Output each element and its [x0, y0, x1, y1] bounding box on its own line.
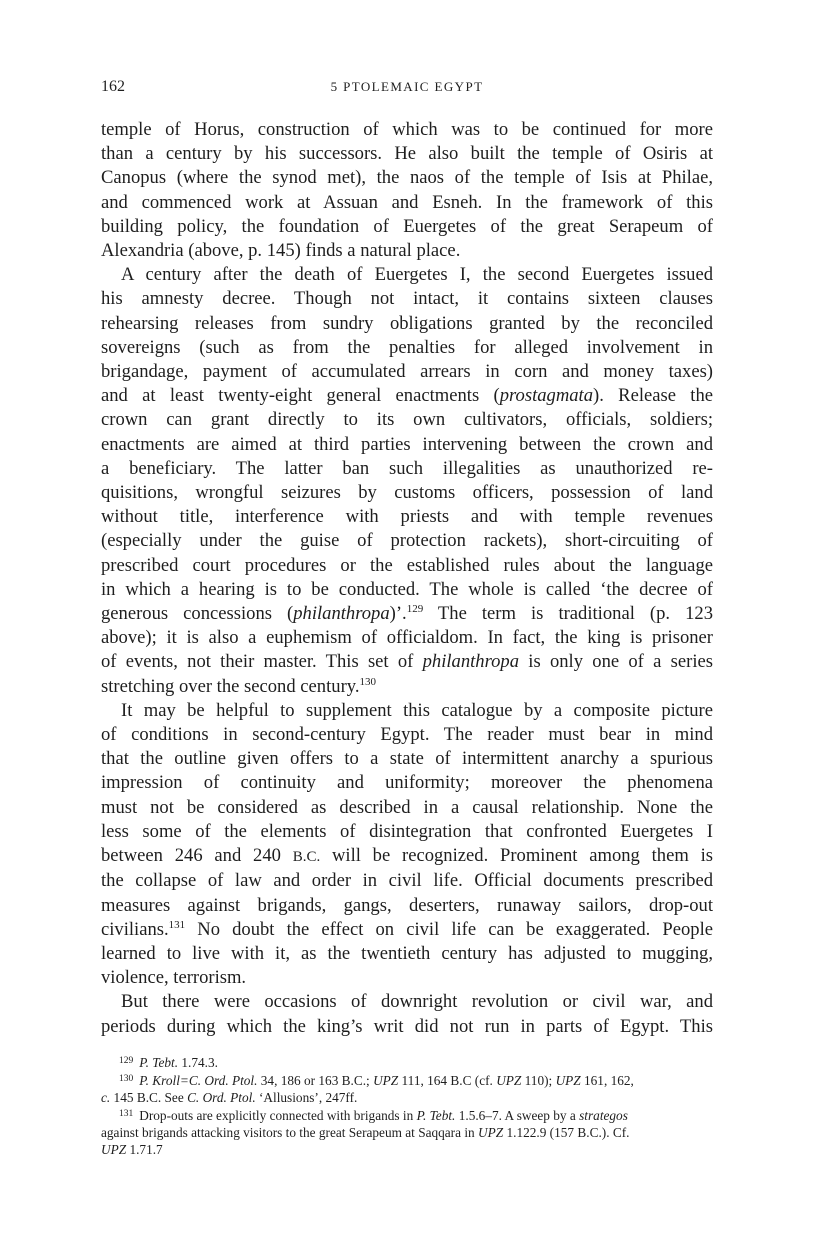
text-line: quisitions, wrongful seizures by customs officers, possession of land: [101, 482, 713, 504]
text-run: civilians.: [101, 918, 169, 940]
text-line: the collapse of law and order in civil life. Official documents prescribed: [101, 870, 713, 892]
text-run: generous concessions (: [101, 603, 294, 625]
text-line: brigandage, payment of accumulated arrears in corn and money taxes): [101, 361, 713, 383]
text-run: of events, not their master. This set of: [101, 651, 423, 673]
text-run: 34, 186 or 163 B.C.;: [257, 1072, 374, 1088]
footnote-ref-129[interactable]: 129: [406, 603, 424, 616]
page-number: 162: [101, 78, 125, 95]
paragraph-2: [101, 263, 713, 699]
italic-term: strategos: [579, 1107, 628, 1123]
book-page: [101, 78, 713, 1158]
footnote-131-continued: [101, 1141, 713, 1158]
text-line: temple of Horus, construction of which was to be continued for more: [101, 119, 713, 140]
italic-term: philanthropa: [293, 603, 390, 625]
text-line: rehearsing releases from sundry obligations granted by the reconciled: [101, 312, 713, 334]
italic-citation: UPZ: [496, 1072, 522, 1088]
body-text: [101, 118, 713, 1039]
italic-citation: UPZ: [555, 1072, 581, 1088]
text-line: and commenced work at Assuan and Esneh. In the framework of this: [101, 191, 713, 213]
footnote-number: 131: [119, 1108, 134, 1119]
text-run: stretching over the second century.: [101, 675, 360, 697]
text-line: less some of the elements of disintegration that confronted Euergetes I: [101, 820, 713, 842]
text-line: A century after the death of Euergetes I, the second Euergetes issued: [121, 264, 713, 286]
text-run: is only one of a series: [519, 651, 713, 673]
text-line: [101, 675, 713, 699]
text-run: Drop-outs are explicitly connected with brigands in: [139, 1107, 417, 1123]
text-run: will be recognized. Prominent among them is: [320, 845, 713, 867]
footnote-number: 129: [119, 1055, 134, 1066]
text-line: [101, 844, 713, 869]
text-run: 111, 164 B.C (cf.: [398, 1072, 497, 1088]
italic-term: prostagmata: [499, 385, 594, 407]
text-run: against brigands attacking visitors to the great Serapeum at Saqqara in: [101, 1124, 479, 1140]
text-run: )’.: [389, 603, 407, 625]
text-line: prescribed court procedures or the established rules about the language: [101, 554, 713, 576]
text-run: and at least twenty-eight general enactments (: [101, 385, 500, 407]
text-line: Canopus (where the synod met), the naos of the temple of Isis at Philae,: [101, 167, 713, 189]
text-run: 145 B.C. See: [110, 1089, 188, 1105]
footnote-130-continued: [101, 1089, 713, 1106]
text-line: violence, terrorism.: [101, 967, 247, 989]
running-head: 5 PTOLEMAIC EGYPT: [330, 79, 484, 94]
italic-citation: C. Ord. Ptol.: [187, 1089, 256, 1105]
text-line: of conditions in second-century Egypt. The reader must bear in mind: [101, 724, 713, 746]
text-line: a beneficiary. The latter ban such illegalities as unauthorized re-: [101, 457, 713, 479]
italic-citation: P. Tebt.: [416, 1107, 456, 1123]
text-line: that the outline given offers to a state of intermittent anarchy a spurious: [101, 748, 713, 770]
text-line: must not be considered as described in a causal relationship. None the: [101, 796, 713, 818]
text-line: learned to live with it, as the twentieth century has adjusted to mugging,: [101, 942, 713, 964]
text-line: periods during which the king’s writ did not run in parts of Egypt. This: [101, 1015, 713, 1037]
footnote-131: [101, 1106, 713, 1124]
text-line: building policy, the foundation of Euergetes of the great Serapeum of: [101, 215, 713, 237]
text-line: crown can grant directly to its own cultivators, officials, soldiers;: [101, 409, 713, 431]
footnote-number: 130: [119, 1073, 134, 1084]
italic-citation: P. Kroll=C. Ord. Ptol.: [139, 1072, 258, 1088]
text-line: But there were occasions of downright revolution or civil war, and: [121, 991, 713, 1013]
footnote-129: [101, 1053, 713, 1071]
footnote-ref-130[interactable]: 130: [359, 675, 376, 688]
text-run: 110);: [521, 1072, 556, 1088]
footnote-130: [101, 1071, 713, 1089]
text-line: [101, 650, 713, 674]
text-line: sovereigns (such as from the penalties for alleged involvement in: [101, 336, 713, 358]
text-run: 1.71.7: [126, 1141, 163, 1157]
text-run: No doubt the effect on civil life can be exaggerated. People: [185, 918, 713, 940]
italic-citation: P. Tebt.: [139, 1054, 179, 1070]
text-line: [101, 918, 713, 942]
text-line: above); it is also a euphemism of officialdom. In fact, the king is prisoner: [101, 627, 713, 649]
text-line: impression of continuity and uniformity; moreover the phenomena: [101, 772, 713, 794]
footnote-131-continued: [101, 1124, 713, 1141]
paragraph-3: [101, 699, 713, 990]
text-run: 1.122.9 (157 B.C.). Cf.: [503, 1124, 630, 1140]
text-run: The term is traditional (p. 123: [423, 603, 713, 625]
text-line: than a century by his successors. He also built the temple of Osiris at: [101, 143, 713, 165]
text-run: 1.74.3.: [178, 1054, 218, 1070]
italic-citation: UPZ: [478, 1124, 504, 1140]
text-run: ‘Allusions’, 247ff.: [255, 1089, 358, 1105]
text-line: in which a hearing is to be conducted. The whole is called ‘the decree of: [101, 578, 713, 600]
text-line: measures against brigands, gangs, deserters, runaway sailors, drop-out: [101, 894, 713, 916]
text-line: enactments are aimed at third parties intervening between the crown and: [101, 433, 713, 455]
italic-term: philanthropa: [422, 651, 520, 673]
text-run: between 246 and 240: [101, 845, 293, 867]
text-run: 161, 162,: [580, 1072, 634, 1088]
italic-citation: UPZ: [373, 1072, 399, 1088]
text-line: [101, 602, 713, 626]
footnote-ref-131[interactable]: 131: [168, 918, 186, 931]
text-line: It may be helpful to supplement this catalogue by a composite picture: [121, 699, 713, 721]
footnotes: [101, 1053, 713, 1158]
text-line: (especially under the guise of protection rackets), short-circuiting of: [101, 530, 713, 552]
text-run: 1.5.6–7. A sweep by a: [455, 1107, 580, 1123]
paragraph-1: [101, 118, 713, 263]
italic-citation: UPZ: [101, 1141, 127, 1157]
page-header: [101, 78, 713, 102]
text-line: his amnesty decree. Though not intact, it contains sixteen clauses: [101, 288, 713, 310]
italic-citation: c.: [101, 1089, 111, 1105]
era-abbrev: B.C.: [292, 849, 321, 866]
text-line: without title, interference with priests and with temple revenues: [101, 506, 713, 528]
text-line: [101, 384, 713, 408]
text-line: Alexandria (above, p. 145) finds a natural place.: [101, 240, 461, 262]
text-run: ). Release the: [593, 385, 713, 407]
paragraph-4: [101, 990, 713, 1038]
